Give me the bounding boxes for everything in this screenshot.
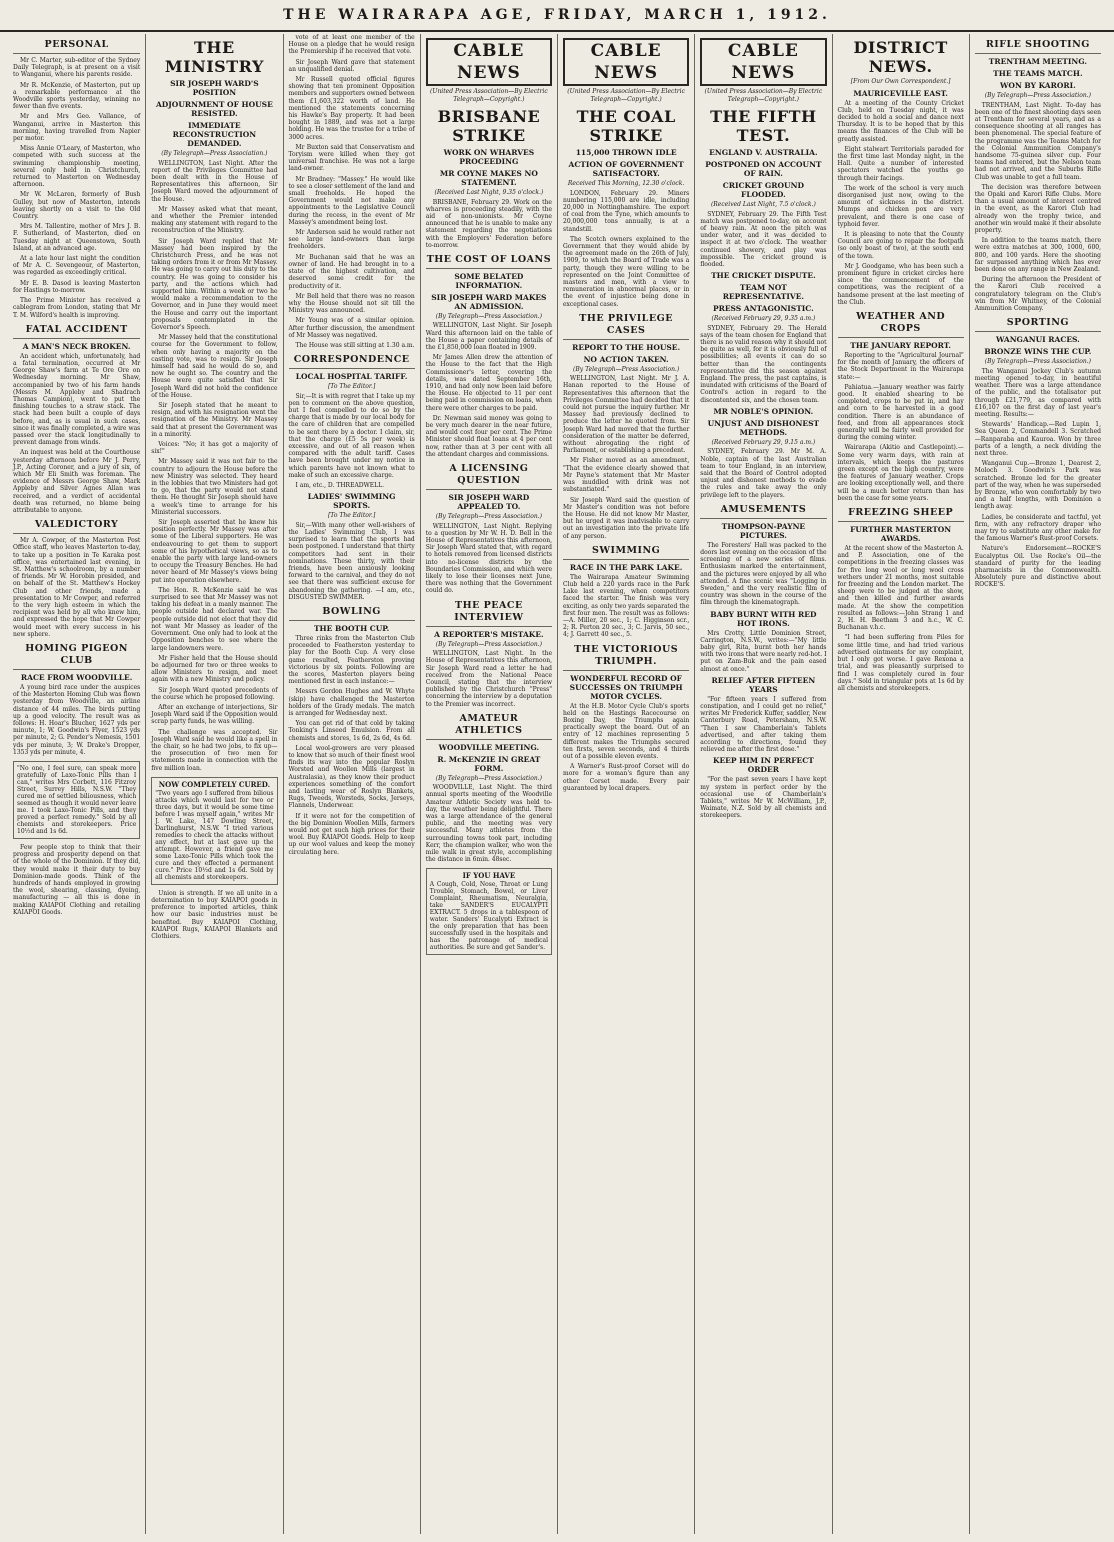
- article-paragraph: It is pleasing to note that the County Council are going to repair the footpath (so only boast of two), at the south end of the town.: [837, 230, 964, 260]
- subheading: TRENTHAM MEETING.: [988, 57, 1087, 66]
- credit-line: (By Telegraph—Press Association.): [435, 774, 542, 782]
- article-paragraph: I am, etc., D. THREADWELL.: [295, 482, 385, 490]
- column-8: [969, 34, 1106, 1534]
- article-paragraph: WELLINGTON, Last Night. Replying to a question by Mr W. H. D. Bell in the House of Representatives this afternoon, Sir Joseph Ward stated that, with regard to hotels removed from licensed districts into no-license districts by the Boundaries Commission, and which were likely to lose their licenses next June, there was nothing that the Government could do.: [425, 522, 552, 595]
- article-paragraph: SYDNEY, February 29. Mr M. A. Noble, captain of the last Australian team to tour England, in an interview, said that the Board of Control adopted unjust and dishonest methods to evade the rules and take away the only privilege left to the players.: [700, 448, 827, 499]
- article-paragraph: Sir Joseph Ward gave that statement an unqualified denial.: [288, 58, 415, 73]
- section-heading: SPORTING: [975, 317, 1101, 332]
- section-heading: THE PEACE INTERVIEW: [426, 600, 552, 627]
- article-paragraph: Mr and Mrs Geo. Vallance, of Wanganui, arrive in Masterton this morning, having travelled from Napier per motor.: [13, 113, 141, 143]
- article-paragraph: During the afternoon the President of the Karori Club received a congratulatory telegram on the Club's win from Mr Whitney, of the Colonial Ammunition Company.: [974, 276, 1101, 312]
- article-paragraph: Mr Fisher held that the House should be adjourned for two or three weeks to allow Ministers to resign, and meet again with a new Ministry and policy.: [151, 654, 278, 684]
- subheading: LADIES' SWIMMING SPORTS.: [307, 492, 396, 511]
- article-paragraph: Mr Buxton said that Conservatism and Toryism were killed when they got universal franchise. He was not a large land-owner.: [288, 143, 415, 173]
- headline: THE MINISTRY: [164, 38, 264, 76]
- credit-line: (By Telegraph—Press Association.): [573, 365, 680, 373]
- article-paragraph: Mr J. Goodgame, who has been such a prominent figure in cricket circles here since the commencement of the competitions, was the recipient of a handsome present at the last meeting of the Club.: [837, 262, 964, 306]
- article-paragraph: Mr W. McLaren, formerly of Bush Gulley, but now of Masterton, intends leaving shortly on a visit to the Old Country.: [13, 191, 141, 221]
- subheading: PRESS ANTAGONISTIC.: [712, 304, 814, 314]
- article-paragraph: The challenge was accepted. Sir Joseph Ward said he would like a spell in the chair, so he had two jobs, to fix up—the prosecution of two men for statements made in connection with the five million loan.: [151, 728, 278, 772]
- article-paragraph: "For the past seven years I have kept my system in perfect order by the occasional use of Chamberlain's Tablets," writes Mr W. McWilliam, J.P., Waimate, N.Z. Sold by all chemists and storekeepers.: [700, 776, 827, 820]
- section-heading: BOWLING: [289, 606, 415, 621]
- newspaper-page: [8, 34, 1106, 1534]
- article-paragraph: Mr Russell quoted official figures showing that ten prominent Opposition members and supporters owned between them £1,603,322 worth of land. He mentioned the statements concerning his Hawke's Bay property. It had been bought in 1889, and was not a large holding. He was the trustee for a tribe of 3000 acres.: [288, 76, 415, 141]
- article-paragraph: Sir,—With many other well-wishers of the Ladies' Swimming Club, I was surprised to learn that the sports had been postponed. I understand that thirty competitors had sent in their nominations. These thirty, with their friends, have been anxiously looking forward to the carnival, and they do not see that there was sufficient excuse for abandoning the gathering. —I am, etc., DISGUSTED SWIMMER.: [288, 521, 415, 601]
- article-paragraph: Nature's Endorsement—ROCKE'S Eucalyptus Oil. Use Rocke's Oil—the standard of purity for the leading pharmacists in the Commonwealth. Absolutely pure and distinctive about ROCKE'S.: [974, 545, 1101, 589]
- subheading: SIR JOSEPH WARD'S POSITION: [170, 79, 259, 97]
- article-paragraph: The Prime Minister has received a cablegram from London, stating that Mr T. M. Wilford's health is improving.: [13, 297, 141, 319]
- article-paragraph: WELLINGTON, Last Night. In the House of Representatives this afternoon, Sir Joseph Ward read a letter he had received from the National Peace Council, stating that the interview published by the Christchurch "Press" concerning the interview by a deputation to the Premier was incorrect.: [425, 650, 552, 708]
- subheading: THE JANUARY REPORT.: [850, 340, 951, 350]
- subheading: WOODVILLE MEETING.: [438, 742, 540, 752]
- article-paragraph: BRISBANE, February 29. Work on the wharves is proceeding steadily, with the aid of non-unionists. Mr Coyne announced that he is unable to make any statement regarding the negotiations with the Employers' Federation before to-morrow.: [425, 198, 552, 249]
- advertisement-text: "No one, I feel sure, can speak more gratefully of Laxo-Tonic Pills than I can," writes Mrs Corbett, 116 Fitzroy Street, Surrey Hills, N.S.W. "They cured me of settled biliousness, which seemed as though it would never leave me. I took Laxo-Tonic Pills, and they proved a perfect remedy." Sold by all chemists and storekeepers. Price 10½d and 1s 6d.: [17, 765, 137, 836]
- column-3: [283, 34, 420, 1534]
- article-paragraph: Mr Massey said it was not fair to the country to adjourn the House before the new Ministry was selected. They heard in the lobbies that two Ministers had got to go, that the party would not stand them. He thought Sir Joseph should have a week's time to arrange for his Ministerial successors.: [151, 458, 278, 516]
- section-heading: HOMING PIGEON CLUB: [13, 643, 140, 670]
- article-paragraph: Mrs Crotty, Little Dominion Street, Carrington, N.S.W., writes:—"My little baby girl, Rita, burnt both her hands with two irons that were nearly red-hot. I put on Zam-Buk and the pain eased almost at once.": [700, 629, 827, 673]
- article-paragraph: The decision was therefore between the Opaki and Karori Rifle Clubs. More than a usual amount of interest centred in the event, as the Karori Club had already won the trophy twice, and another win would make it their absolute property.: [974, 183, 1101, 234]
- subheading: BABY BURNT WITH RED HOT IRONS.: [710, 609, 817, 628]
- subheading: WORK ON WHARVES PROCEEDING: [443, 148, 535, 166]
- credit-line: (By Telegraph—Press Association.): [435, 513, 542, 521]
- article-paragraph: TRENTHAM, Last Night. To-day has been one of the finest shooting days seen at Trentham for several years, and as a consequence shooting at all ranges has been phenomenal. The special feature of the programme was the Teams Match for the Colonial Ammunition Company's handsome 75-guinea silver cup. Four teams had entered, but the Nelson team had not arrived, and the Suburbs Rifle Club was unable to get a full team.: [974, 101, 1101, 181]
- article-paragraph: Few people stop to think that their progress and prosperity depend on that of the whole of the Dominion. If they did, they would make it their duty to buy Dominion-made goods. Think of the hundreds of hands employed in growing the wool, shearing, classing, dyeing, manufacturing — all this is done in making KAIAPOI Clothing and retailing KAIAPOI Goods.: [13, 844, 141, 916]
- subheading: MR NOBLE'S OPINION.: [713, 406, 814, 416]
- article-paragraph: Mr Fisher moved as an amendment, "That the evidence clearly showed that Mr Payne's statement that Mr Master was muddled with drink was not substantiated.": [563, 457, 690, 494]
- credit-line: (Received February 29, 9.35 a.m.): [711, 315, 816, 323]
- article-paragraph: The Scotch owners explained to the Government that they would abide by the agreement made on the 26th of July, 1909, to which the Board of Trade was a party, though they were willing to be represented on the Joint Committee of masters and men, with a view to remuneration in abnormal places, or in the event of injustice being done in exceptional cases.: [563, 235, 690, 308]
- article-paragraph: The House was still sitting at 1.30 a.m.: [295, 341, 415, 349]
- article-paragraph: Sir Joseph stated that he meant to resign, and with his resignation went the resignation of the Ministry. Mr Massey said that at present the Government was in a minority.: [151, 402, 278, 438]
- section-heading: RIFLE SHOOTING: [975, 39, 1101, 54]
- subheading: FURTHER MASTERTON AWARDS.: [850, 525, 952, 544]
- subheading: IMMEDIATE RECONSTRUCTION DEMANDED.: [172, 121, 257, 148]
- subheading: POSTPONED ON ACCOUNT OF RAIN.: [705, 160, 822, 178]
- subheading: RELIEF AFTER FIFTEEN YEARS: [711, 675, 816, 694]
- article-paragraph: Sir Joseph Ward quoted precedents of the course which he proposed following.: [151, 686, 278, 701]
- section-heading: THE COST OF LOANS: [426, 254, 552, 269]
- subheading: THOMPSON-PAYNE PICTURES.: [721, 521, 806, 540]
- article-paragraph: WOODVILLE, Last Night. The third annual sports meeting of the Woodville Amateur Athletic Society was held to-day, the weather being delightful. There was a large attendance of the general public, and the meeting was very successful. Many athletes from the surrounding towns took part, including Kerr, the champion walker, who won the mile walk in great style, accomplishing the distance in 6min. 48sec.: [425, 784, 552, 864]
- article-paragraph: Sir,—It is with regret that I take up my pen to comment on the above question, but I feel compelled to do so by the charge that is made by our local body for the care of children that are compelled to be sent there by a doctor. I claim, sir, that the charge (£5 5s per week) is excessive, and out of all reason when compared with the adult tariff. Cases have been brought under my notice in which parents have not known what to make of such an excessive charge.: [288, 392, 415, 479]
- article-paragraph: Mr Young was of a similar opinion. After further discussion, the amendment of Mr Massey was negatived.: [288, 317, 415, 339]
- article-paragraph: Sir Joseph Ward replied that Mr Massey had been inspired by the Christchurch Press, and he was not taking orders from it or from Mr Massey. He was going to carry out his duty to the country. He was going to consider his party, and the actions which had supported him. Within a week or two he would make a recommendation to the Governor, and in June they would meet the House and carry out the important proposals contemplated in the Governor's Speech.: [151, 237, 278, 331]
- subheading: ACTION OF GOVERNMENT SATISFACTORY.: [568, 160, 684, 178]
- credit-line: (United Press Association—By Electric Telegraph—Copyright.): [430, 88, 548, 103]
- column-2: [145, 34, 282, 1534]
- column-4: [420, 34, 557, 1534]
- article-paragraph: vote of at least one member of the House on a pledge that he would resign the Premiership if he received that vote.: [288, 34, 415, 56]
- section-heading: FATAL ACCIDENT: [13, 324, 140, 339]
- column-7: [832, 34, 969, 1534]
- article-paragraph: Voices: "No; it has got a majority of six!": [151, 441, 278, 456]
- article-paragraph: Mr Bradney: "Massey." He would like to see a closer settlement of the land and small freeholds. He hoped the Government would not make any appointments to the Legislative Council during the recess, in the event of Mr Massey's amendment being lost.: [288, 175, 415, 226]
- article-paragraph: Eight stalwart Territorials paraded for the first time last Monday night, in the Hall. Quite a number of interested spectators watched the youths go through their facings.: [837, 145, 964, 182]
- headline: BRISBANE STRIKE: [437, 107, 541, 145]
- article-paragraph: Mr R. McKenzie, of Masterton, put up a remarkable performance at the Woodville sports yesterday, winning no fewer than five events.: [13, 81, 141, 111]
- article-paragraph: Mr James Allen drew the attention of the House to the fact that the High Commissioner's letter, covering the details, was dated September 16th, 1910, and had only now been laid before the House. He objected to 11 per cent being paid in commission on loans, when there were other charges to be paid.: [425, 354, 552, 412]
- subheading: RACE FROM WOODVILLE.: [20, 673, 133, 683]
- article-paragraph: WELLINGTON, Last Night. After the report of the Privileges Committee had been dealt with in the House of Representatives this afternoon, Sir Joseph Ward moved the adjournment of the House.: [151, 159, 278, 203]
- article-paragraph: SYDNEY, February 29. The Fifth Test match was postponed to-day, on account of heavy rain. At noon the pitch was under water, and it was decided to inspect it at two o'clock. The weather continued showery, and play was impossible. The cricket ground is flooded.: [700, 210, 827, 268]
- subheading: TEAM NOT REPRESENTATIVE.: [722, 283, 805, 302]
- advertisement: [13, 761, 140, 839]
- article-paragraph: Wanganui Cup.—Bronze 1, Dearest 2, Moloch 3. Goodwin's Park was scratched. Bronze led for the greater part of the way, when he was superseded by Bronze, who won comfortably by two and a half lengths, with Dominion a length away.: [974, 460, 1101, 511]
- article-paragraph: Dr. Newman said money was going to be very much dearer in the near future, and would cost four per cent. The Prime Minister should float loans at 4 per cent now, rather than at 3 per cent with all the attendant charges and commissions.: [425, 414, 552, 458]
- section-heading: AMUSEMENTS: [700, 504, 826, 519]
- subheading: BRONZE WINS THE CUP.: [984, 347, 1092, 357]
- article-paragraph: A young bird race under the auspices of the Masterton Homing Club was flown yesterday from Woodville, an airline distance of 44 miles. The birds putting up a good velocity. The result was as follows: H. Hoar's Blucher, 1627 yds per minute, 1; W. Goodwin's Flyer, 1523 yds per minute, 2; G. Pender's Nemesis, 1501 yds per minute, 3; W. Drake's Dropper, 1353 yds per minute, 4.: [13, 684, 141, 756]
- cable-banner: CABLE NEWS: [426, 38, 552, 86]
- section-heading: PERSONAL: [13, 39, 140, 54]
- article-paragraph: At a meeting of the County Cricket Club, held on Tuesday night, it was decided to hold a social and dance next Thursday. It is to be hoped that by this means the finances of the Club will be greatly assisted.: [837, 99, 964, 143]
- subheading: MR COYNE MAKES NO STATEMENT.: [439, 169, 538, 187]
- advertisement-heading: IF YOU HAVE: [462, 871, 516, 881]
- article-paragraph: At the H.B. Motor Cycle Club's sports held on the Hastings Racecourse on Boxing Day, the Triumphs again practically swept the board. Out of an entry of 12 machines representing 5 different makes the Triumphs secured ten firsts, seven seconds, and 4 thirds out of a possible eleven events.: [563, 702, 690, 760]
- section-heading: THE VICTORIOUS TRIUMPH.: [563, 644, 689, 671]
- article-paragraph: At the recent show of the Masterton A. and P. Association, one of the competitions in the freezing classes was for five long wool or long wool cross wethers under 21 months, most suitable for freezing and the London market. The sheep were to be judged at the show, and then killed and further awards made. At the show the competition resulted as follows:—John Strang 1 and 2, H. H. Beetham 3 and h.c., W. C. Buchanan v.h.c.: [837, 545, 964, 632]
- subheading: 115,000 THROWN IDLE: [575, 148, 677, 157]
- article-paragraph: Messrs Gordon Hughes and W. Whyte (skip) have challenged the Masterton holders of the Grady medals. The match is arranged for Wednesday next.: [288, 688, 415, 718]
- article-paragraph: Mr Bell held that there was no reason why the House should not sit till the Ministry was announced.: [288, 292, 415, 315]
- subheading: SIR JOSEPH WARD MAKES AN ADMISSION.: [431, 292, 547, 311]
- article-paragraph: The work of the school is very much disorganised just now, owing to the amount of sickness in the district. Mumps and chicken pox are very prevalent, and there is one case of typhoid fever.: [837, 184, 964, 228]
- credit-line: (By Telegraph—Press Association.): [984, 92, 1091, 99]
- section-heading: THE PRIVILEGE CASES: [563, 313, 689, 340]
- article-paragraph: The Hon. R. McKenzie said he was surprised to see that Mr Massey was not taking his defeat in a manly manner. The people outside had declared war. The people outside did not elect that they did not want Mr Massey as leader of the Government. One only had to look at the Opposition benches to see where the large landowners were.: [151, 586, 278, 652]
- subheading: MAURICEVILLE EAST.: [853, 88, 948, 98]
- article-paragraph: Wairarapa (Akitio and Castlepoint).—Some very warm days, with rain at intervals, which keeps the pastures green except on the high country, were the features of January weather. Crops are looking exceptionally well, and there will be a much better return than has been the case for some years.: [837, 444, 964, 502]
- article-paragraph: The Wairarapa Amateur Swimming Club held a 220 yards race in the Park Lake last evening, when competitors faced the starter. The finish was very exciting, as only two yards separated the first four men. The result was as follows:—A. Miller, 20 sec., 1; C. Higginson scr., 2; R. Perton 20 sec., 3; C. Jarvis, 50 sec., 4; J. Garrett 40 sec., 5.: [563, 573, 690, 639]
- subheading: REPORT TO THE HOUSE.: [572, 342, 681, 352]
- subheading: LOCAL HOSPITAL TARIFF.: [295, 372, 408, 382]
- subheading: SIR JOSEPH WARD APPEALED TO.: [448, 493, 530, 512]
- article-paragraph: A Warner's Rust-proof Corset will do more for a woman's figure than any other Corset made. Every pair guaranteed by local drapers.: [563, 763, 690, 792]
- credit-line: [To The Editor.]: [327, 512, 376, 520]
- article-paragraph: An accident which, unfortunately, had a fatal termination, occurred at Mr George Shaw's farm at Te Ore Ore on Wednesday morning. Mr Shaw, accompanied by two of his farm hands (Messrs M. Appleby and Shadrach Thomas Campion), went to put the finishing touches to a straw stack. The stack had been built a couple of days before, and, as is usual in such cases, since it was finally completed, a wire was passed over the stack longitudinally to prevent damage from winds.: [13, 352, 141, 447]
- article-paragraph: At a late hour last night the condition of Mr A. C. Sevengeour, of Masterton, was regarded as exceedingly critical.: [13, 255, 141, 277]
- subheading: RACE IN THE PARK LAKE.: [569, 562, 683, 572]
- subheading: KEEP HIM IN PERFECT ORDER: [712, 756, 814, 775]
- credit-line: (Received Last Night, 7.5 o'clock.): [710, 201, 816, 208]
- subheading: THE CRICKET DISPUTE.: [711, 271, 816, 281]
- subheading: WANGANUI RACES.: [995, 335, 1080, 345]
- credit-line: (By Telegraph—Press Association.): [161, 150, 268, 157]
- article-paragraph: SYDNEY, February 29. The Herald says of the team chosen for England that there is no valid reason why it should not be quite as well, for it is obviously full of possibilities; all events it can do so better than the contingents representative did this season against England. The press, the past captains, is inundated with criticisms of the Board of Control's action in regard to the discontented six, and the chosen team.: [700, 324, 827, 404]
- credit-line: (By Telegraph—Press Association.): [435, 312, 542, 320]
- subheading: ADJOURNMENT OF HOUSE RESISTED.: [155, 100, 273, 118]
- article-paragraph: An inquest was held at the Courthouse yesterday afternoon before Mr J. Perry, J.P., Acting Coroner, and a jury of six, of which Mr Eli Smith was foreman. The evidence of Messrs George Shaw, Mark Appleby and Silver Agnes Allan was received, and a verdict of accidental death was returned, no blame being attributable to anyone.: [13, 449, 141, 514]
- advertisement: [426, 868, 552, 955]
- advertisement-text: "Two years ago I suffered from bilious attacks which would last for two or three days, but it would be some time before I was myself again," writes Mr J. W. Lake, 147 Dowling Street, Darlinghurst, N.S.W. "I tried various remedies to check the attacks without any effect, but at last gave up the attempt. However, a friend gave me some Laxo-Tonic Pills which took the cure and they effected a permanent cure." Price 10½d and 1s 6d. Sold by all chemists and storekeepers.: [155, 789, 274, 881]
- credit-line: [From Our Own Correspondent.]: [850, 78, 951, 85]
- section-heading: A LICENSING QUESTION: [426, 463, 552, 490]
- section-heading: FREEZING SHEEP: [838, 507, 964, 522]
- credit-line: (United Press Association—By Electric Telegraph—Copyright.): [567, 88, 685, 103]
- credit-line: (By Telegraph—Press Association.): [984, 358, 1091, 366]
- article-paragraph: The Wanganui Jockey Club's autumn meeting opened to-day, in beautiful weather. There was a large attendance of the public, and the totalisator put through £21,779, as compared with £16,107 on the first day of last year's meeting. Results:—: [974, 367, 1101, 418]
- headline: DISTRICT NEWS.: [853, 38, 948, 76]
- cable-banner: CABLE NEWS: [700, 38, 826, 86]
- subheading: SOME BELATED INFORMATION.: [454, 271, 524, 290]
- article-paragraph: In addition to the teams match, there were extra matches at 300, 1000, 600, 800, and 100 yards. Here the shooting far surpassed anything which has ever been done on any range in New Zealand.: [974, 237, 1101, 273]
- article-paragraph: "For fifteen years I suffered from constipation, and I could get no relief," writes Mr Frederick Kuffer, saddler, New Canterbury Road, Petersham, N.S.W. "Then I saw Chamberlain's Tablets advertised, and after taking them according to directions, found they relieved me after the first dose.": [700, 695, 827, 754]
- masthead: THE WAIRARAPA AGE, FRIDAY, MARCH 1, 1912.: [0, 0, 1114, 32]
- article-paragraph: Ladies, be considerate and tactful, yet firm, with any refractory draper who may try to substitute any other make for the famous Warner's Rust-proof Corsets.: [974, 513, 1101, 543]
- article-paragraph: Three rinks from the Masterton Club proceeded to Featherston yesterday to play for the Booth Cup. A very close game resulted, Featherston proving victorious by six points. Following are the scores, Masterton players being mentioned first in each instance:—: [288, 635, 415, 686]
- subheading: THE BOOTH CUP.: [313, 624, 390, 633]
- column-1: [8, 34, 145, 1534]
- section-heading: VALEDICTORY: [13, 519, 140, 534]
- article-paragraph: Sir Joseph asserted that he knew his position perfectly. Mr Massey was after some of the Liberal supporters. He was endeavouring to get them to support some of his hypothetical views, so as to enable the party with large land-owners to occupy the Treasury Benches. He had never heard of Mr Massey's views being put into operation elsewhere.: [151, 519, 278, 584]
- section-heading: AMATEUR ATHLETICS: [426, 713, 552, 740]
- column-6: [694, 34, 831, 1534]
- credit-line: (By Telegraph—Press Association.): [435, 640, 542, 648]
- article-paragraph: Mr Buchanan said that he was an owner of land. He had brought in to a state of the highest cultivation, and deserved some credit for the productivity of it.: [288, 253, 415, 290]
- article-paragraph: Pahiatua.—January weather was fairly good. It enabled shearing to be completed, crops to be put in, and hay and corn to be harvested in a good condition. There is an abundance of feed, and from all appearances stock generally will be fairly well provided for during the coming winter.: [837, 383, 964, 442]
- article-paragraph: Reporting to the "Agricultural Journal" for the month of January, the officers of the Stock Department in the Wairarapa state:—: [837, 351, 964, 381]
- article-paragraph: Mr Massey held that the constitutional course for the Government to follow, when only having a majority on the casting vote, was to resign. Sir Joseph himself had said he would do so, and now he ought so. The country and the House were quite satisfied that Sir Joseph Ward did not hold the confidence of the House.: [151, 334, 278, 399]
- column-5: [557, 34, 694, 1534]
- subheading: WON BY KARORI.: [1000, 81, 1076, 90]
- subheading: ENGLAND V. AUSTRALIA.: [709, 148, 818, 157]
- subheading: A MAN'S NECK BROKEN.: [22, 341, 131, 351]
- article-paragraph: Union is strength. If we all unite in a determination to buy KAIAPOI goods in preference to imported articles, think how our basic industries must be benefited. Buy KAIAPOI Clothing, KAIAPOI Rugs, KAIAPOI Blankets and Clothiers.: [151, 889, 278, 940]
- article-paragraph: Mr A. Cowper, of the Masterton Post Office staff, who leaves Masterton to-day, to take up a position in Te Karaka post office, was entertained last evening, in St. Matthew's schoolroom, by a number of friends. Mr W. Horobin presided, and on behalf of the St. Matthew's Hockey Club and other friends, made a presentation to Mr Cowper, and referred to the very high esteem in which the recipient was held by all who knew him, and expressed the hope that Mr Cowper would meet with every success in his new sphere.: [13, 537, 141, 638]
- subheading: THE TEAMS MATCH.: [993, 69, 1083, 78]
- article-paragraph: Mr E. B. Dasod is leaving Masterton for Hastings to-morrow.: [13, 279, 141, 294]
- headline: THE FIFTH TEST.: [710, 107, 817, 145]
- subheading: R. McKENZIE IN GREAT FORM.: [437, 754, 541, 773]
- section-heading: WEATHER AND CROPS: [838, 311, 964, 338]
- article-paragraph: Mr Massey asked what that meant, and whether the Premier intended making any statement with regard to the reconstruction of the Ministry.: [151, 205, 278, 235]
- article-paragraph: After an exchange of interjections, Sir Joseph Ward said if the Opposition would scrap party funds, he was willing.: [151, 703, 278, 726]
- article-paragraph: Local wool-growers are very pleased to know that so much of their finest wool finds its way into the popular Roslyn Worsted and Woollen Mills (largest in Australasia), as they know their product experiences something of the comfort and lasting wear of Roslyn Blankets, Rugs, Tweeds, Worsteds, Socks, Jerseys, Flannels, Underwear.: [288, 744, 415, 810]
- advertisement: [151, 777, 277, 885]
- article-paragraph: WELLINGTON, Last Night. Mr J. A. Hanan reported to the House of Representatives this afternoon that the Privileges Committee had decided that it could not pursue the inquiry further. Mr Massey had previously declined to produce the letter he quoted from. Sir Joseph Ward had moved that the further consideration of the matter be deferred, without abrogating the right of Parliament, or establishing a precedent.: [563, 375, 690, 455]
- article-paragraph: "I had been suffering from Piles for some little time, and had tried various advertised ointments for my complaint, but I only got worse. I gave Rexona a trial, and was pleasantly surprised to find I was completely cured in four days." Sold in triangular pots at 1s 6d by all chemists and storekeepers.: [837, 634, 964, 692]
- subheading: NO ACTION TAKEN.: [583, 354, 669, 364]
- cable-banner: CABLE NEWS: [563, 38, 689, 86]
- headline: THE COAL STRIKE: [576, 107, 676, 145]
- article-paragraph: Miss Annie O'Leary, of Masterton, who competed with such success at the swimming championship meeting, several only held in Christchurch, returned to Masterton on Wednesday afternoon.: [13, 145, 141, 189]
- credit-line: Received This Morning, 12.30 o'clock.: [567, 180, 685, 187]
- section-heading: CORRESPONDENCE: [289, 354, 415, 369]
- article-paragraph: The Foresters' Hall was packed to the doors last evening on the occasion of the screening of a new series of films. Enthusiasm marked the entertainment, and the pictures were enjoyed by all who attended. A fine scenic was "Logging in Sweden," and the very realistic film of country was shown in the course of the film through the kinematograph.: [700, 541, 827, 607]
- advertisement-text: A Cough, Cold, Nose, Throat or Lung Trouble, Stomach, Bowel, or Liver Complaint, Rheumatism, Neuralgia, take SANDER'S EUCALYPTI EXTRACT. 5 drops in a tablespoon of water. Sanders' Eucalypti Extract is the only preparation that has been successfully used in the hospitals and has the patronage of medical authorities. Be sure and get Sander's.: [429, 881, 548, 952]
- subheading: UNJUST AND DISHONEST METHODS.: [707, 418, 820, 437]
- article-paragraph: Mr Anderson said he would rather not see large land-owners than large freeholders.: [288, 229, 415, 251]
- article-paragraph: Mr C. Marter, sub-editor of the Sydney Daily Telegraph, is at present on a visit to Wanganui, where his parents reside.: [13, 57, 141, 79]
- credit-line: (United Press Association—By Electric Telegraph—Copyright.): [704, 88, 823, 103]
- article-paragraph: LONDON, February 29. Miners numbering 115,000 are idle, including 20,000 in Nottinghamshire. The export of coal from the Tyne, which amounts to 20,000,000 tons annually, is at a standstill.: [563, 189, 690, 233]
- subheading: WONDERFUL RECORD OF SUCCESSES ON TRIUMPH MOTOR CYCLES.: [569, 673, 683, 701]
- subheading: A REPORTER'S MISTAKE.: [434, 629, 544, 639]
- subheading: CRICKET GROUND FLOODED.: [722, 181, 804, 199]
- article-paragraph: Mrs M. Tallentire, mother of Mrs J. B. F. Sutherland, of Masterton, died on Tuesday night at Queenstown, South Island, at an advanced age.: [13, 223, 141, 252]
- credit-line: [To The Editor.]: [327, 383, 376, 391]
- credit-line: (Received February 29, 9.15 a.m.): [711, 438, 816, 446]
- article-paragraph: WELLINGTON, Last Night. Sir Joseph Ward this afternoon laid on the table of the House a paper containing details of the £1,850,000 loan floated in 1909.: [425, 322, 552, 352]
- article-paragraph: Sir Joseph Ward said the question of Mr Master's condition was not before the House. He did not know Mr Master, but he urged it was inadvisable to carry out an investigation into the private life of any person.: [563, 496, 690, 540]
- article-paragraph: Stewards' Handicap.—Red Lupin 1, Sea Queen 2, Commandell 3. Scratched—Ranparaba and Kauroa. Won by three parts of a length, a neck dividing the next three.: [974, 421, 1101, 457]
- section-heading: SWIMMING: [563, 545, 689, 560]
- credit-line: (Received Last Night, 9.35 o'clock.): [434, 189, 544, 196]
- article-paragraph: If it were not for the competition of the big Dominion Woollen Mills, farmers would not get such high prices for their wool. Buy KAIAPOI Goods. Help to keep up our wool values and keep the money circulating here.: [288, 812, 415, 856]
- advertisement-heading: NOW COMPLETELY CURED.: [158, 779, 271, 789]
- article-paragraph: You can get rid of that cold by taking Tonking's Linseed Emulsion. From all chemists and stores, 1s 6d, 2s 6d, 4s 6d.: [288, 720, 415, 742]
